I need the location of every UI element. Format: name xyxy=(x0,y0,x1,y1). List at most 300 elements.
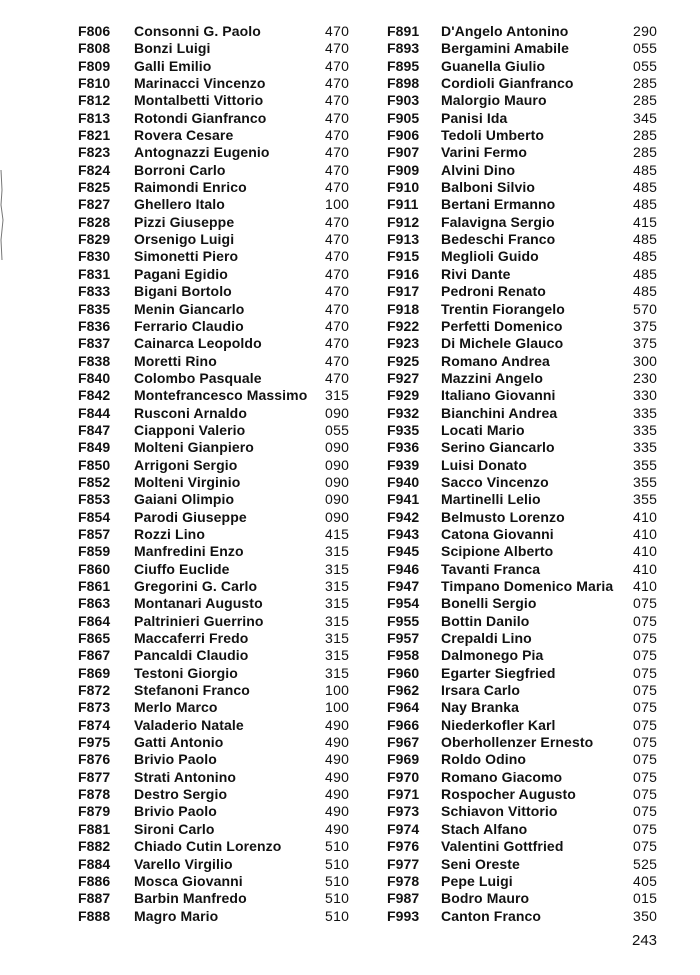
page-number: 243 xyxy=(632,932,658,949)
entry-value: 470 xyxy=(325,127,350,144)
entry-code: F916 xyxy=(387,265,420,282)
entry-value: 315 xyxy=(325,387,350,404)
entry-code: F869 xyxy=(78,664,111,681)
entry-code: F971 xyxy=(387,786,420,803)
entry-value: 345 xyxy=(633,109,658,126)
entry-name: Parodi Giuseppe xyxy=(134,508,247,525)
entry-name: Ciuffo Euclide xyxy=(134,560,230,577)
entry-value: 315 xyxy=(325,630,350,647)
entry-code: F911 xyxy=(387,196,419,213)
entry-name: Serino Giancarlo xyxy=(441,439,555,456)
entry-value: 470 xyxy=(325,40,350,57)
entry-code: F970 xyxy=(387,768,420,785)
entry-name: Arrigoni Sergio xyxy=(134,456,238,473)
entry-code: F915 xyxy=(387,248,420,265)
entry-code: F825 xyxy=(78,179,111,196)
entry-code: F810 xyxy=(78,75,111,92)
entry-name: Rozzi Lino xyxy=(134,525,205,542)
entry-name: Catona Giovanni xyxy=(441,525,554,542)
entry-name: Ghellero Italo xyxy=(134,196,225,213)
entry-code: F827 xyxy=(78,196,111,213)
entry-code: F927 xyxy=(387,369,420,386)
entry-code: F929 xyxy=(387,387,420,404)
entry-name: Molteni Gianpiero xyxy=(134,439,254,456)
entry-code: F917 xyxy=(387,283,420,300)
entry-value: 100 xyxy=(325,682,350,699)
entry-name: Consonni G. Paolo xyxy=(134,23,261,39)
entry-code: F867 xyxy=(78,647,111,664)
entry-name: Rotondi Gianfranco xyxy=(134,109,267,126)
entry-value: 355 xyxy=(633,491,658,508)
entry-code: F976 xyxy=(387,838,420,855)
entry-value: 470 xyxy=(325,179,350,196)
entry-value: 075 xyxy=(633,768,658,785)
entry-name: Brivio Paolo xyxy=(134,803,217,820)
entry-code: F823 xyxy=(78,144,111,161)
entry-code: F913 xyxy=(387,231,420,248)
entry-name: Valaderio Natale xyxy=(134,716,244,733)
entry-name: Paltrinieri Guerrino xyxy=(134,612,264,629)
entry-value: 285 xyxy=(633,127,658,144)
entry-value: 075 xyxy=(633,716,658,733)
entry-name: Trentin Fiorangelo xyxy=(441,300,565,317)
entry-name: Gregorini G. Carlo xyxy=(134,578,258,594)
entry-code: F857 xyxy=(78,525,111,542)
entry-code: F824 xyxy=(78,161,111,178)
entry-code: F874 xyxy=(78,716,111,733)
entry-code: F891 xyxy=(387,23,420,39)
entry-name: Barbin Manfredo xyxy=(134,890,247,907)
entry-name: Mazzini Angelo xyxy=(441,369,543,386)
entry-value: 075 xyxy=(633,820,658,837)
entry-value: 075 xyxy=(633,612,658,629)
entry-code: F966 xyxy=(387,716,420,733)
entry-value: 485 xyxy=(633,161,658,178)
entry-code: F969 xyxy=(387,751,420,768)
entry-name: Perfetti Domenico xyxy=(441,317,563,334)
entry-code: F940 xyxy=(387,473,420,490)
entry-name: Tavanti Franca xyxy=(441,560,541,577)
entry-name: Bigani Bortolo xyxy=(134,283,232,300)
entry-name: Belmusto Lorenzo xyxy=(441,508,565,525)
entry-name: Balboni Silvio xyxy=(441,179,535,196)
entry-value: 485 xyxy=(633,248,658,265)
entry-value: 335 xyxy=(633,439,658,456)
entry-code: F837 xyxy=(78,335,111,352)
entry-code: F895 xyxy=(387,57,420,74)
entry-name: Rusconi Arnaldo xyxy=(134,404,247,421)
entry-code: F842 xyxy=(78,387,111,404)
entry-name: Montanari Augusto xyxy=(134,595,263,612)
entry-code: F946 xyxy=(387,560,420,577)
entry-name: Ciapponi Valerio xyxy=(134,421,246,438)
entry-code: F955 xyxy=(387,612,420,629)
entry-code: F987 xyxy=(387,890,420,907)
entry-value: 470 xyxy=(325,57,350,74)
entry-value: 090 xyxy=(325,456,350,473)
entry-value: 490 xyxy=(325,803,350,820)
entry-value: 470 xyxy=(325,248,350,265)
entry-value: 375 xyxy=(633,335,658,352)
entry-value: 490 xyxy=(325,768,350,785)
entry-code: F878 xyxy=(78,786,111,803)
entry-value: 470 xyxy=(325,109,350,126)
entry-value: 470 xyxy=(325,265,350,282)
entry-value: 470 xyxy=(325,75,350,92)
scan-edge-mark xyxy=(0,170,6,260)
entry-name: Moretti Rino xyxy=(134,352,217,369)
entry-value: 335 xyxy=(633,404,658,421)
entry-code: F877 xyxy=(78,768,111,785)
entry-value: 100 xyxy=(325,196,350,213)
entry-value: 075 xyxy=(633,664,658,681)
entry-value: 490 xyxy=(325,786,350,803)
entry-code: F831 xyxy=(78,265,111,282)
entry-code: F861 xyxy=(78,578,111,594)
entry-code: F939 xyxy=(387,456,420,473)
entry-code: F860 xyxy=(78,560,111,577)
entry-name: Bottin Danilo xyxy=(441,612,530,629)
entry-name: Rivi Dante xyxy=(441,265,511,282)
entry-value: 075 xyxy=(633,734,658,751)
entry-value: 075 xyxy=(633,595,658,612)
entry-value: 315 xyxy=(325,560,350,577)
entry-value: 510 xyxy=(325,838,350,855)
entry-value: 350 xyxy=(633,907,658,924)
entry-value: 510 xyxy=(325,855,350,872)
entry-value: 285 xyxy=(633,92,658,109)
entry-name: Panisi Ida xyxy=(441,109,508,126)
entry-value: 485 xyxy=(633,231,658,248)
entry-code: F909 xyxy=(387,161,420,178)
entry-name: Sironi Carlo xyxy=(134,820,215,837)
entry-code: F905 xyxy=(387,109,420,126)
entry-name: Schiavon Vittorio xyxy=(441,803,558,820)
entry-name: Meglioli Guido xyxy=(441,248,539,265)
entry-value: 470 xyxy=(325,369,350,386)
entry-name: Montalbetti Vittorio xyxy=(134,92,264,109)
entry-code: F957 xyxy=(387,630,420,647)
entry-name: Luisi Donato xyxy=(441,456,527,473)
entry-code: F850 xyxy=(78,456,111,473)
entry-code: F932 xyxy=(387,404,420,421)
entry-value: 090 xyxy=(325,473,350,490)
entry-value: 100 xyxy=(325,699,350,716)
entry-value: 510 xyxy=(325,907,350,924)
entry-value: 090 xyxy=(325,508,350,525)
entry-name: Marinacci Vincenzo xyxy=(134,75,266,92)
entry-value: 285 xyxy=(633,144,658,161)
entry-code: F964 xyxy=(387,699,420,716)
entry-code: F838 xyxy=(78,352,111,369)
entry-name: Rospocher Augusto xyxy=(441,786,576,803)
entry-value: 470 xyxy=(325,283,350,300)
entry-value: 415 xyxy=(325,525,350,542)
entry-code: F847 xyxy=(78,421,111,438)
entry-value: 315 xyxy=(325,578,350,594)
entry-name: Rovera Cesare xyxy=(134,127,234,144)
entry-value: 490 xyxy=(325,734,350,751)
entry-code: F906 xyxy=(387,127,420,144)
entry-name: Scipione Alberto xyxy=(441,543,554,560)
entry-code: F922 xyxy=(387,317,420,334)
entry-name: Colombo Pasquale xyxy=(134,369,262,386)
entry-value: 410 xyxy=(633,525,658,542)
entry-value: 355 xyxy=(633,456,658,473)
entry-name: Romano Andrea xyxy=(441,352,550,369)
entry-code: F943 xyxy=(387,525,420,542)
entry-value: 090 xyxy=(325,404,350,421)
entry-value: 075 xyxy=(633,786,658,803)
entry-value: 230 xyxy=(633,369,658,386)
entry-name: Locati Mario xyxy=(441,421,525,438)
entry-name: Di Michele Glauco xyxy=(441,335,564,352)
entry-value: 510 xyxy=(325,872,350,889)
entry-code: F828 xyxy=(78,213,111,230)
entry-value: 415 xyxy=(633,213,658,230)
entry-value: 315 xyxy=(325,612,350,629)
entry-name: Raimondi Enrico xyxy=(134,179,247,196)
entry-code: F925 xyxy=(387,352,420,369)
entry-name: Nay Branka xyxy=(441,699,520,716)
entry-name: Seni Oreste xyxy=(441,855,520,872)
entry-value: 355 xyxy=(633,473,658,490)
entry-name: Roldo Odino xyxy=(441,751,527,768)
entry-name: Varini Fermo xyxy=(441,144,528,161)
entry-name: Menin Giancarlo xyxy=(134,300,245,317)
entry-value: 285 xyxy=(633,75,658,92)
entry-value: 470 xyxy=(325,144,350,161)
entry-value: 570 xyxy=(633,300,658,317)
entry-name: Bonelli Sergio xyxy=(441,595,537,612)
entry-value: 510 xyxy=(325,890,350,907)
entry-name: Bodro Mauro xyxy=(441,890,530,907)
entry-name: D'Angelo Antonino xyxy=(441,23,569,39)
entry-code: F973 xyxy=(387,803,420,820)
entry-code: F898 xyxy=(387,75,420,92)
entry-name: Cainarca Leopoldo xyxy=(134,335,262,352)
entry-name: Italiano Giovanni xyxy=(441,387,556,404)
entry-name: Brivio Paolo xyxy=(134,751,217,768)
entry-value: 290 xyxy=(633,23,658,39)
entry-value: 075 xyxy=(633,647,658,664)
entry-value: 315 xyxy=(325,595,350,612)
entry-code: F882 xyxy=(78,838,111,855)
entry-code: F886 xyxy=(78,872,111,889)
entry-code: F903 xyxy=(387,92,420,109)
entry-code: F888 xyxy=(78,907,111,924)
entry-value: 470 xyxy=(325,352,350,369)
entry-value: 075 xyxy=(633,630,658,647)
entry-name: Guanella Giulio xyxy=(441,57,546,74)
entry-name: Borroni Carlo xyxy=(134,161,226,178)
entry-value: 055 xyxy=(633,57,658,74)
entry-value: 055 xyxy=(325,421,350,438)
entry-name: Oberhollenzer Ernesto xyxy=(441,734,594,751)
entry-code: F876 xyxy=(78,751,111,768)
entry-value: 525 xyxy=(633,855,658,872)
entry-code: F813 xyxy=(78,109,111,126)
entry-code: F864 xyxy=(78,612,111,629)
entry-name: Pagani Egidio xyxy=(134,265,228,282)
entry-code: F978 xyxy=(387,872,420,889)
entry-name: Strati Antonino xyxy=(134,768,237,785)
entry-name: Valentini Gottfried xyxy=(441,838,564,855)
entry-code: F863 xyxy=(78,595,111,612)
entry-name: Bedeschi Franco xyxy=(441,231,556,248)
entry-code: F977 xyxy=(387,855,420,872)
entry-name: Irsara Carlo xyxy=(441,682,521,699)
entry-code: F974 xyxy=(387,820,420,837)
entry-name: Bianchini Andrea xyxy=(441,404,558,421)
entry-name: Merlo Marco xyxy=(134,699,218,716)
entry-code: F854 xyxy=(78,508,111,525)
entry-code: F833 xyxy=(78,283,111,300)
entry-code: F960 xyxy=(387,664,420,681)
entry-value: 470 xyxy=(325,213,350,230)
entry-code: F840 xyxy=(78,369,111,386)
entry-code: F808 xyxy=(78,40,111,57)
entry-name: Pizzi Giuseppe xyxy=(134,213,235,230)
entry-value: 470 xyxy=(325,317,350,334)
entry-name: Varello Virgilio xyxy=(134,855,233,872)
entry-name: Orsenigo Luigi xyxy=(134,231,235,248)
entry-name: Bertani Ermanno xyxy=(441,196,556,213)
entry-value: 470 xyxy=(325,300,350,317)
entry-code: F962 xyxy=(387,682,420,699)
entry-code: F873 xyxy=(78,699,111,716)
entry-value: 490 xyxy=(325,820,350,837)
entry-value: 315 xyxy=(325,647,350,664)
entry-value: 485 xyxy=(633,196,658,213)
entry-value: 490 xyxy=(325,751,350,768)
entry-name: Canton Franco xyxy=(441,907,542,924)
entry-value: 410 xyxy=(633,578,658,594)
entry-code: F806 xyxy=(78,23,111,39)
entry-code: F954 xyxy=(387,595,420,612)
entry-name: Magro Mario xyxy=(134,907,219,924)
entry-code: F829 xyxy=(78,231,111,248)
entry-value: 410 xyxy=(633,560,658,577)
entry-name: Niederkofler Karl xyxy=(441,716,556,733)
entry-value: 075 xyxy=(633,838,658,855)
entry-name: Dalmonego Pia xyxy=(441,647,544,664)
entry-code: F941 xyxy=(387,491,420,508)
entry-name: Cordioli Gianfranco xyxy=(441,75,574,92)
entry-name: Ferrario Claudio xyxy=(134,317,244,334)
entry-value: 470 xyxy=(325,231,350,248)
entry-code: F945 xyxy=(387,543,420,560)
entry-code: F923 xyxy=(387,335,420,352)
entry-value: 330 xyxy=(633,387,658,404)
entry-code: F859 xyxy=(78,543,111,560)
entry-name: Gaiani Olimpio xyxy=(134,491,235,508)
entry-value: 485 xyxy=(633,283,658,300)
entry-code: F893 xyxy=(387,40,420,57)
entry-code: F812 xyxy=(78,92,111,109)
entry-value: 410 xyxy=(633,543,658,560)
entry-name: Destro Sergio xyxy=(134,786,228,803)
entry-value: 055 xyxy=(633,40,658,57)
entry-name: Romano Giacomo xyxy=(441,768,563,785)
entry-code: F993 xyxy=(387,907,420,924)
entry-value: 485 xyxy=(633,265,658,282)
entry-name: Timpano Domenico Maria xyxy=(441,578,614,594)
entry-name: Manfredini Enzo xyxy=(134,543,244,560)
entry-code: F942 xyxy=(387,508,420,525)
entry-name: Pepe Luigi xyxy=(441,872,513,889)
entry-code: F849 xyxy=(78,439,111,456)
entry-code: F918 xyxy=(387,300,420,317)
entry-value: 075 xyxy=(633,803,658,820)
entry-value: 470 xyxy=(325,335,350,352)
entry-code: F967 xyxy=(387,734,420,751)
entry-code: F872 xyxy=(78,682,111,699)
entry-name: Alvini Dino xyxy=(441,161,516,178)
entry-name: Tedoli Umberto xyxy=(441,127,545,144)
entry-value: 315 xyxy=(325,664,350,681)
entry-code: F865 xyxy=(78,630,111,647)
entry-code: F853 xyxy=(78,491,111,508)
entry-name: Stach Alfano xyxy=(441,820,528,837)
entry-code: F935 xyxy=(387,421,420,438)
entry-code: F907 xyxy=(387,144,420,161)
entry-value: 470 xyxy=(325,161,350,178)
entry-code: F844 xyxy=(78,404,111,421)
entry-value: 090 xyxy=(325,491,350,508)
entry-code: F830 xyxy=(78,248,111,265)
entry-value: 090 xyxy=(325,439,350,456)
entry-value: 470 xyxy=(325,23,350,39)
entry-name: Simonetti Piero xyxy=(134,248,239,265)
entry-value: 405 xyxy=(633,872,658,889)
entry-value: 075 xyxy=(633,699,658,716)
entry-name: Molteni Virginio xyxy=(134,473,241,490)
entry-name: Maccaferri Fredo xyxy=(134,630,249,647)
entry-code: F884 xyxy=(78,855,111,872)
entry-code: F881 xyxy=(78,820,111,837)
entry-value: 410 xyxy=(633,508,658,525)
entry-code: F836 xyxy=(78,317,111,334)
entry-code: F852 xyxy=(78,473,111,490)
entry-value: 075 xyxy=(633,682,658,699)
entry-name: Malorgio Mauro xyxy=(441,92,547,109)
entry-value: 335 xyxy=(633,421,658,438)
entry-value: 470 xyxy=(325,92,350,109)
entry-value: 315 xyxy=(325,543,350,560)
entry-code: F912 xyxy=(387,213,420,230)
entry-name: Pancaldi Claudio xyxy=(134,647,249,664)
entry-value: 075 xyxy=(633,751,658,768)
entry-name: Chiado Cutin Lorenzo xyxy=(134,838,282,855)
entry-name: Pedroni Renato xyxy=(441,283,546,300)
entry-name: Stefanoni Franco xyxy=(134,682,250,699)
entry-code: F835 xyxy=(78,300,111,317)
entry-name: Egarter Siegfried xyxy=(441,664,556,681)
entry-name: Falavigna Sergio xyxy=(441,213,555,230)
entry-code: F910 xyxy=(387,179,420,196)
entry-value: 300 xyxy=(633,352,658,369)
entry-name: Galli Emilio xyxy=(134,57,212,74)
entry-code: F809 xyxy=(78,57,111,74)
entry-name: Bergamini Amabile xyxy=(441,40,569,57)
entry-code: F936 xyxy=(387,439,420,456)
entry-code: F821 xyxy=(78,127,111,144)
entry-name: Bonzi Luigi xyxy=(134,40,211,57)
entry-name: Mosca Giovanni xyxy=(134,872,243,889)
entry-value: 485 xyxy=(633,179,658,196)
entry-name: Crepaldi Lino xyxy=(441,630,532,647)
